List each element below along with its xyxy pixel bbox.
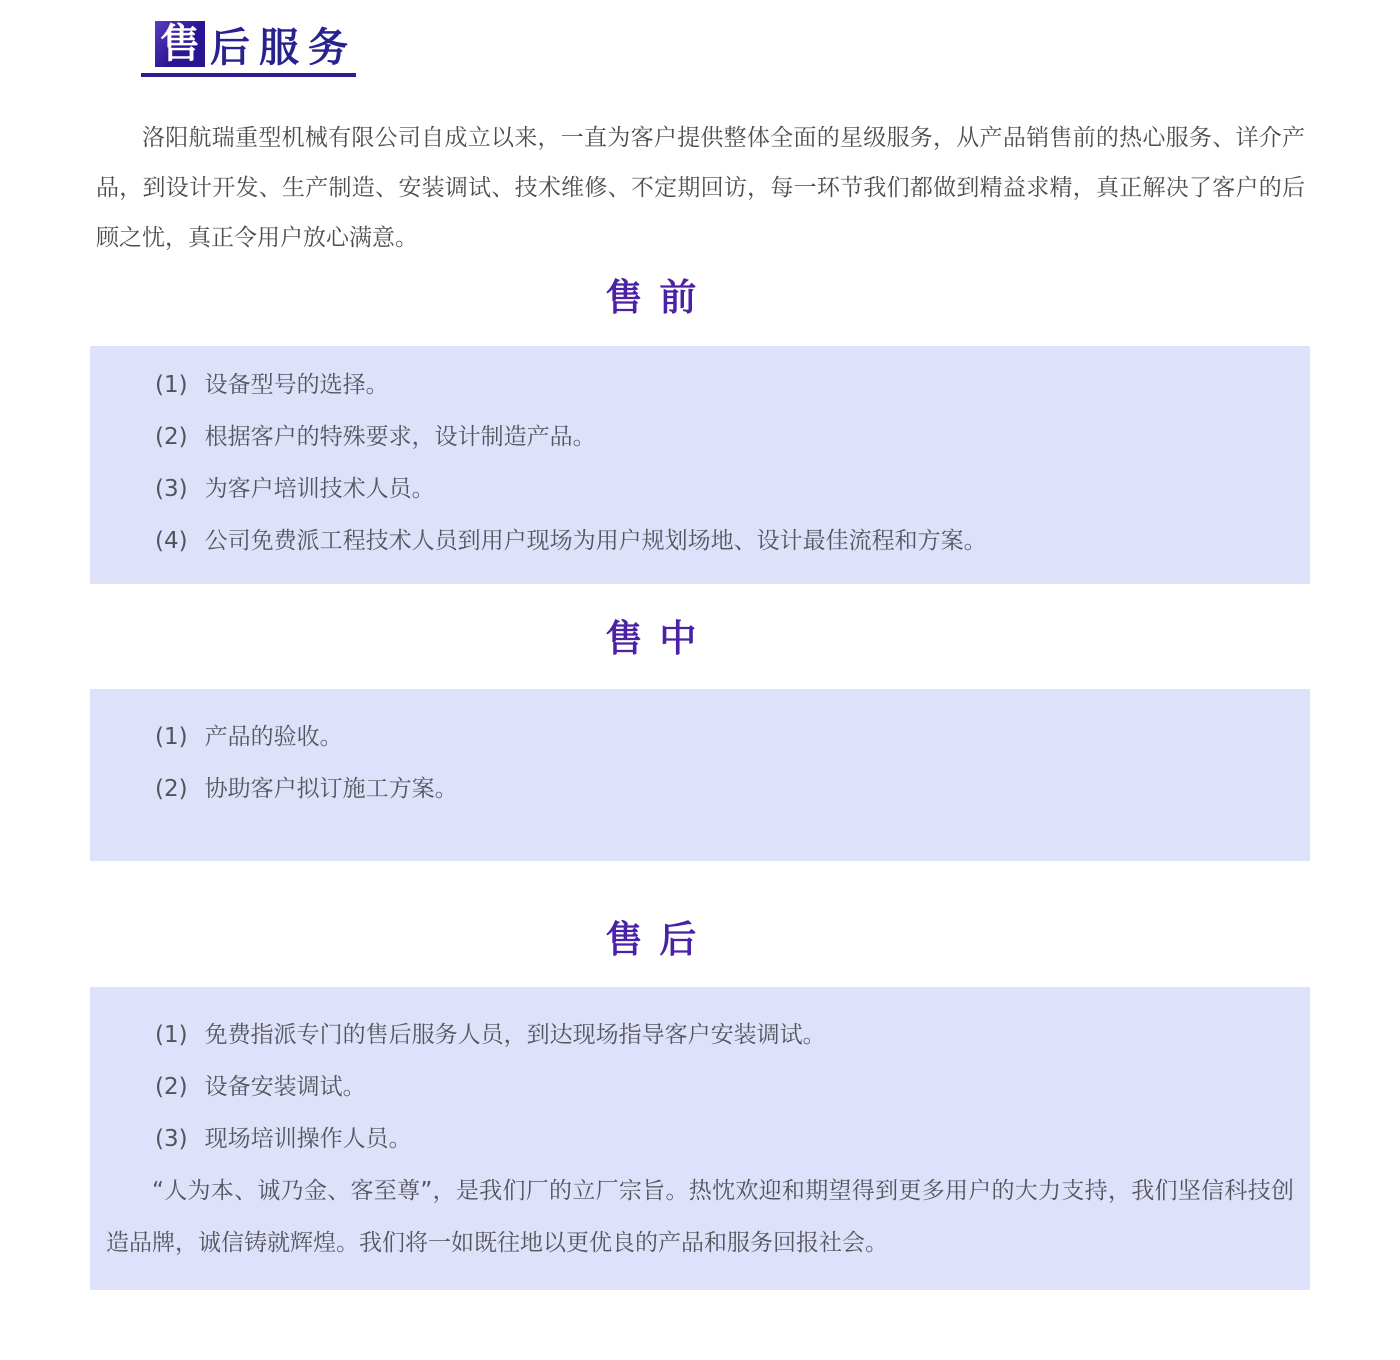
list-item xyxy=(155,1009,1300,1061)
title-highlight-char: 售 xyxy=(155,21,205,67)
intro-paragraph: 洛阳航瑞重型机械有限公司自成立以来，一直为客户提供整体全面的星级服务，从产品销售前的热心服务、详介产品，到设计开发、生产制造、安装调试、技术维修、不定期回访，每一环节我们都做到精益求精，真正解决了客户的后顾之忧，真正令用户放心满意。 xyxy=(96,125,1305,251)
section-heading-midsale: 售 中 xyxy=(605,617,699,660)
list-item xyxy=(155,1113,1300,1165)
item-number: (1) xyxy=(155,372,188,398)
panel-presale xyxy=(90,346,1310,584)
item-number: (2) xyxy=(155,1074,188,1100)
item-number: (1) xyxy=(155,724,188,750)
panel-aftersale xyxy=(90,987,1310,1290)
list-item xyxy=(155,763,1300,815)
item-text: 协助客户拟订施工方案。 xyxy=(204,776,458,802)
item-text: 免费指派专门的售后服务人员，到达现场指导客户安装调试。 xyxy=(204,1022,826,1048)
closing-paragraph: “人为本、诚乃金、客至尊”，是我们厂的立厂宗旨。热忱欢迎和期望得到更多用户的大力支持，我们坚信科技创造品牌，诚信铸就辉煌。我们将一如既往地以更优良的产品和服务回报社会。 xyxy=(106,1178,1294,1256)
aftersale-item-list xyxy=(100,1009,1300,1165)
title-rest-text: 后服务 xyxy=(210,24,357,71)
item-text: 现场培训操作人员。 xyxy=(204,1126,412,1152)
item-text: 设备型号的选择。 xyxy=(204,372,389,398)
list-item xyxy=(155,359,1300,411)
page-title-row xyxy=(141,21,357,71)
panel-midsale xyxy=(90,689,1310,861)
item-text: 为客户培训技术人员。 xyxy=(204,476,435,502)
title-underline xyxy=(141,73,356,77)
item-text: 根据客户的特殊要求，设计制造产品。 xyxy=(204,424,596,450)
item-number: (3) xyxy=(155,1126,188,1152)
item-text: 公司免费派工程技术人员到用户现场为用户规划场地、设计最佳流程和方案。 xyxy=(204,528,987,554)
list-item xyxy=(155,411,1300,463)
item-number: (4) xyxy=(155,528,188,554)
item-number: (3) xyxy=(155,476,188,502)
item-number: (2) xyxy=(155,424,188,450)
midsale-item-list xyxy=(100,711,1300,815)
section-heading-aftersale: 售 后 xyxy=(605,918,699,961)
presale-item-list xyxy=(100,359,1300,567)
section-heading-presale: 售 前 xyxy=(605,276,699,319)
item-number: (2) xyxy=(155,776,188,802)
page-title xyxy=(141,21,357,77)
list-item xyxy=(155,711,1300,763)
item-text: 设备安装调试。 xyxy=(204,1074,366,1100)
list-item xyxy=(155,1061,1300,1113)
list-item xyxy=(155,515,1300,567)
list-item xyxy=(155,463,1300,515)
item-text: 产品的验收。 xyxy=(204,724,343,750)
item-number: (1) xyxy=(155,1022,188,1048)
